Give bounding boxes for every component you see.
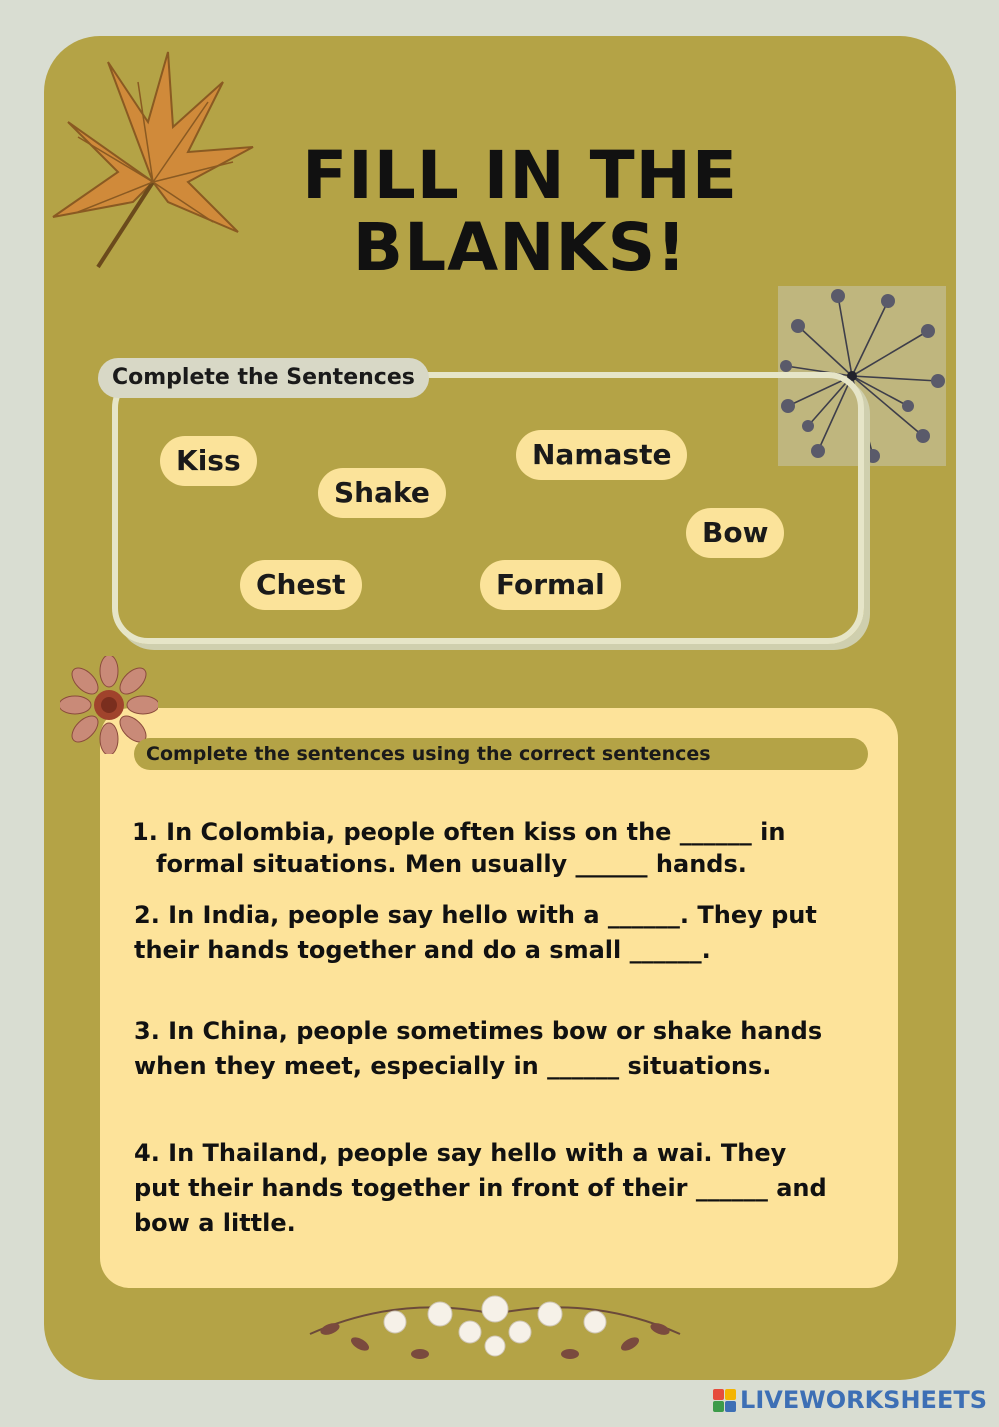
- word-chip-chest[interactable]: Chest: [240, 560, 362, 610]
- word-chip-kiss[interactable]: Kiss: [160, 436, 257, 486]
- liveworksheets-logo[interactable]: [713, 1386, 987, 1414]
- word-chip-namaste[interactable]: Namaste: [516, 430, 687, 480]
- question-2: 2. In India, people say hello with a ______. They put their hands together and do a small ______.: [134, 901, 817, 964]
- word-chip-shake[interactable]: Shake: [318, 468, 446, 518]
- cotton-garland-icon: [300, 1284, 690, 1374]
- title-line-1: FILL IN THE: [302, 137, 738, 214]
- question-3: 3. In China, people sometimes bow or shake hands when they meet, especially in ______ situations.: [134, 1017, 823, 1080]
- question-4: 4. In Thailand, people say hello with a wai. They put their hands together in front of their ______ and bow a little.: [134, 1139, 827, 1237]
- question-1: [132, 816, 832, 880]
- word-chip-formal[interactable]: Formal: [480, 560, 621, 610]
- exercise-instruction: Complete the sentences using the correct sentences: [134, 738, 868, 770]
- title-line-2: BLANKS!: [352, 209, 688, 286]
- page-title: [260, 137, 780, 286]
- maple-leaf-icon: [48, 42, 258, 272]
- word-bank-label: Complete the Sentences: [98, 358, 429, 398]
- brand-name: LIVEWORKSHEETS: [740, 1386, 987, 1414]
- question-1-line-a: 1. In Colombia, people often kiss on the ______ in: [132, 818, 786, 846]
- question-1-line-b: formal situations. Men usually ______ hands.: [156, 850, 747, 878]
- word-chip-bow[interactable]: Bow: [686, 508, 784, 558]
- brand-badge-icon: [713, 1389, 736, 1412]
